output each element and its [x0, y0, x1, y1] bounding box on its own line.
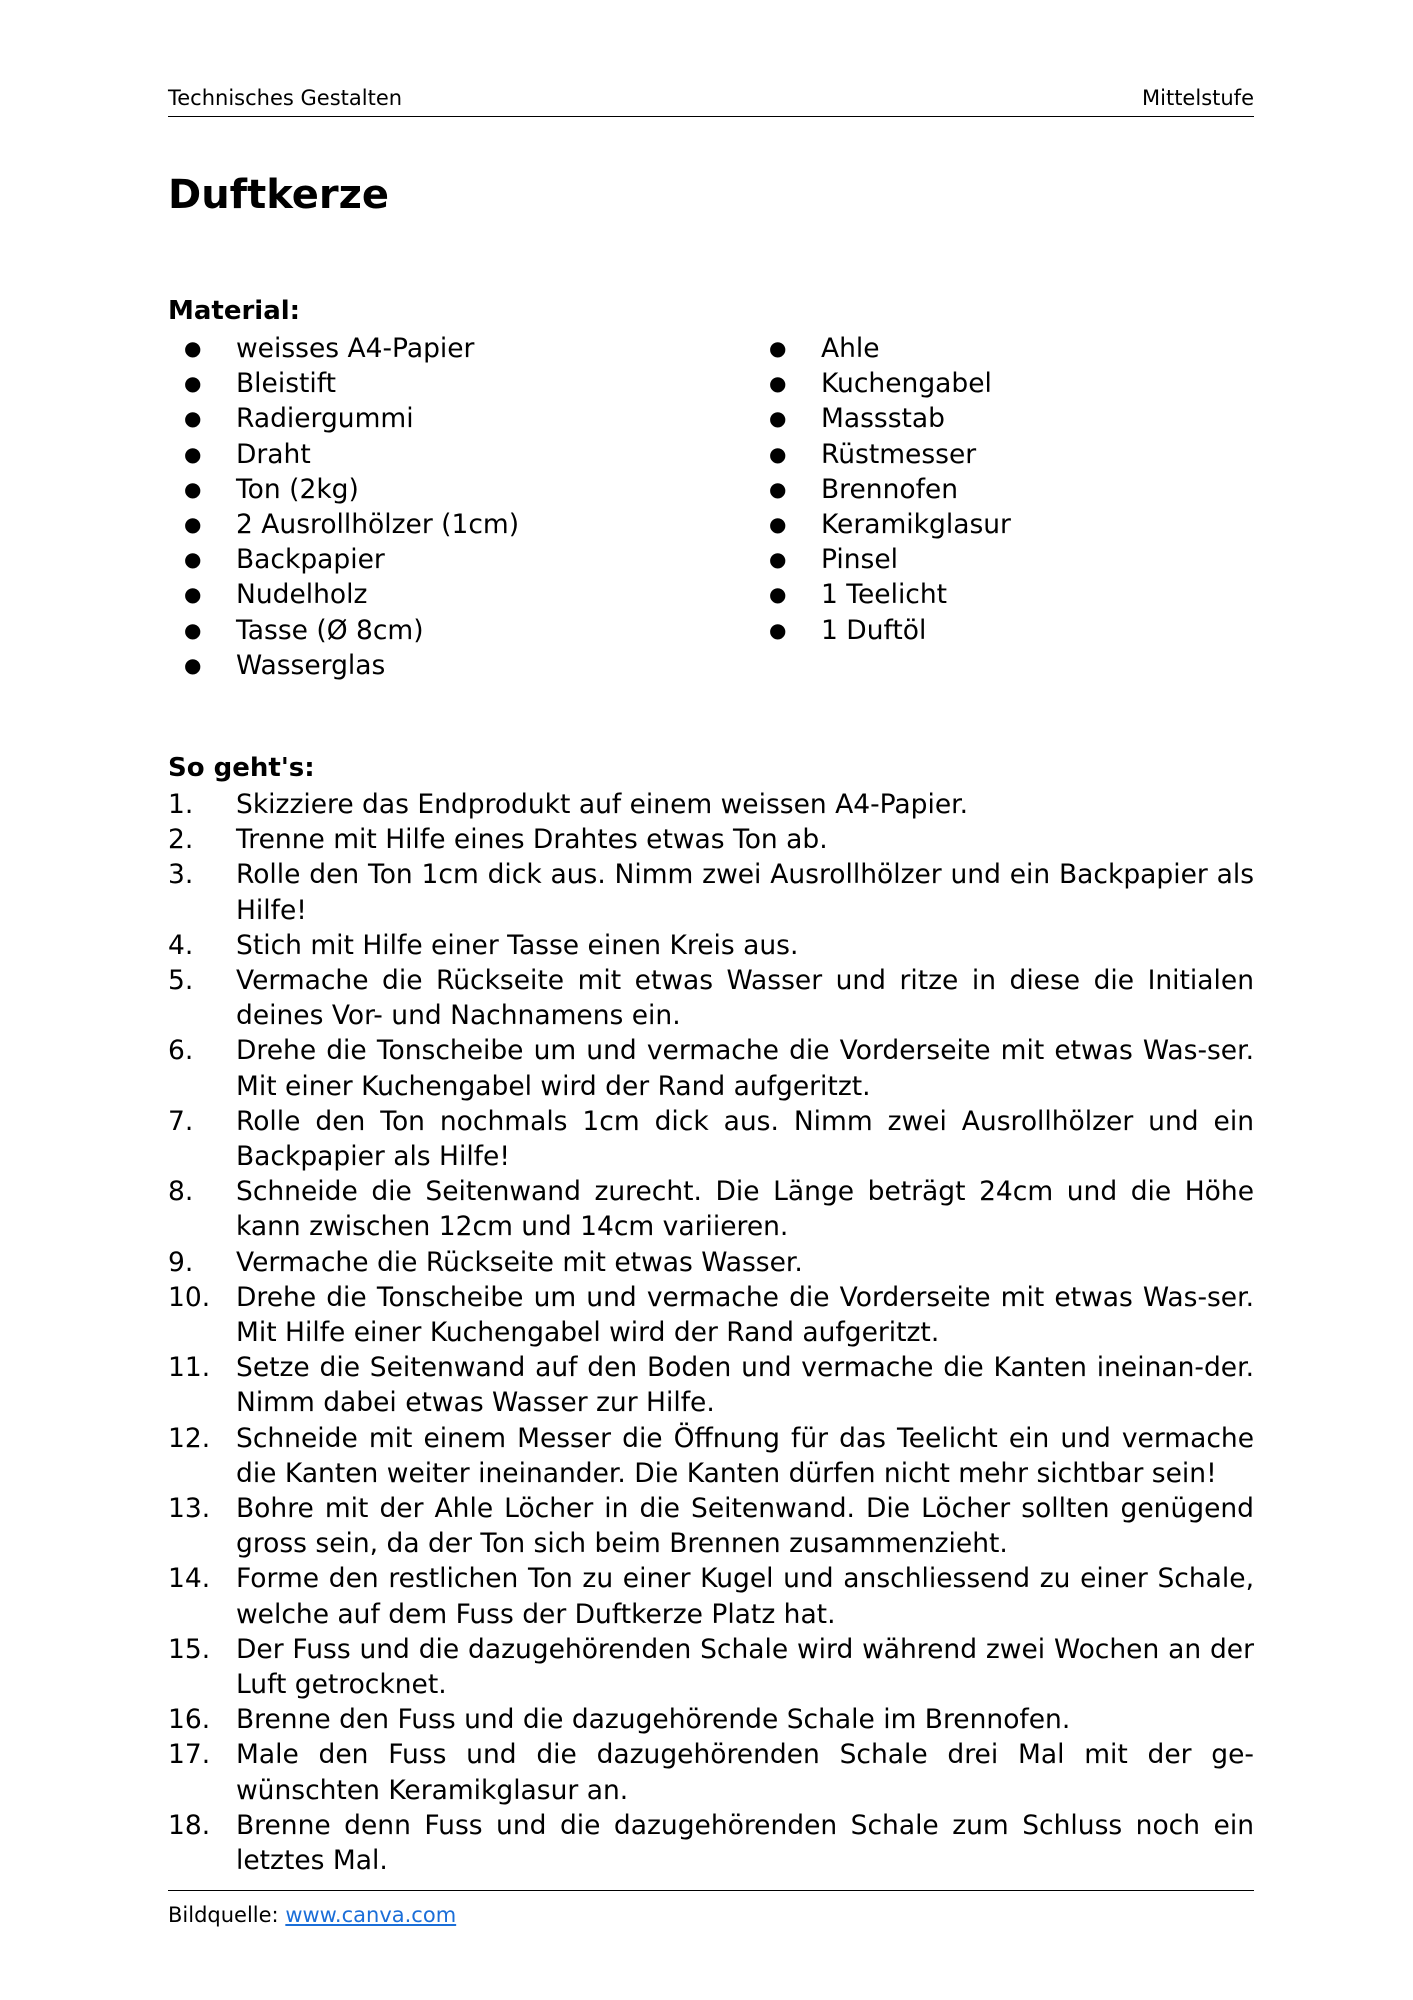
- bullet-icon: ●: [769, 511, 787, 536]
- step-item: [168, 1702, 1254, 1737]
- material-item: [168, 648, 519, 683]
- material-item-label: 1 Duftöl: [821, 614, 927, 646]
- material-item: [753, 577, 1011, 612]
- step-text: Brenne denn Fuss und die dazugehörenden Schale zum Schluss noch ein letztes Mal.: [236, 1809, 1254, 1877]
- step-text: Drehe die Tonscheibe um und vermache die Vorderseite mit etwas Was-ser. Mit einer Kuchengabel wird der Rand aufgeritzt.: [236, 1035, 1254, 1102]
- step-number: 18.: [168, 1809, 211, 1841]
- step-text: Vermache die Rückseite mit etwas Wasser.: [236, 1246, 803, 1278]
- material-list-right: [753, 331, 1011, 648]
- footer-source-label: Bildquelle:: [168, 1903, 279, 1927]
- step-item: [168, 1561, 1254, 1631]
- step-number: 14.: [168, 1563, 211, 1595]
- step-text: Trenne mit Hilfe eines Drahtes etwas Ton ab.: [236, 824, 828, 856]
- step-text: Vermache die Rückseite mit etwas Wasser und ritze in diese die Initialen deines Vor- und Nachnamens ein.: [236, 965, 1254, 1032]
- header-level: Mittelstufe: [1142, 86, 1254, 110]
- bullet-icon: ●: [769, 617, 787, 642]
- step-number: 1.: [168, 789, 194, 820]
- step-number: 2.: [168, 824, 194, 856]
- material-item-label: Nudelholz: [236, 579, 368, 611]
- bullet-icon: ●: [769, 406, 787, 431]
- step-number: 4.: [168, 929, 194, 961]
- material-item-label: Ahle: [821, 333, 880, 364]
- bullet-icon: ●: [184, 406, 202, 431]
- bullet-icon: ●: [184, 617, 202, 642]
- step-item: [168, 1421, 1254, 1491]
- bullet-icon: ●: [769, 547, 787, 572]
- bullet-icon: ●: [184, 476, 202, 501]
- material-item-label: Wasserglas: [236, 649, 386, 681]
- bullet-icon: ●: [184, 582, 202, 607]
- material-item: [168, 437, 519, 472]
- material-item: [753, 401, 1011, 436]
- step-item: [168, 1280, 1254, 1350]
- material-item-label: Ton (2kg): [236, 473, 359, 505]
- step-number: 15.: [168, 1633, 211, 1665]
- material-item: [168, 331, 519, 366]
- step-number: 6.: [168, 1035, 194, 1067]
- step-text: Der Fuss und die dazugehörenden Schale wird während zwei Wochen an der Luft getrocknet.: [236, 1633, 1254, 1701]
- page-footer: [168, 1890, 1254, 1927]
- step-text: Brenne den Fuss und die dazugehörende Schale im Brennofen.: [236, 1704, 1071, 1736]
- step-text: Drehe die Tonscheibe um und vermache die Vorderseite mit etwas Was-ser. Mit Hilfe einer Kuchengabel wird der Rand aufgeritzt.: [236, 1281, 1254, 1349]
- step-text: Setze die Seitenwand auf den Boden und vermache die Kanten ineinan-der. Nimm dabei etwas Wasser zur Hilfe.: [236, 1352, 1254, 1419]
- material-item-label: Draht: [236, 438, 311, 470]
- material-item: [753, 366, 1011, 401]
- step-number: 17.: [168, 1739, 211, 1771]
- step-text: Rolle den Ton nochmals 1cm dick aus. Nimm zwei Ausrollhölzer und ein Backpapier als Hilfe!: [236, 1105, 1254, 1173]
- material-item-label: weisses A4-Papier: [236, 333, 475, 364]
- material-item: [168, 472, 519, 507]
- step-number: 9.: [168, 1246, 194, 1278]
- step-text: Stich mit Hilfe einer Tasse einen Kreis aus.: [236, 929, 799, 961]
- step-number: 3.: [168, 859, 194, 891]
- material-item-label: Keramikglasur: [821, 508, 1011, 540]
- material-item: [168, 542, 519, 577]
- material-item: [753, 542, 1011, 577]
- step-item: [168, 822, 1254, 857]
- step-item: [168, 1632, 1254, 1702]
- step-text: Schneide mit einem Messer die Öffnung für das Teelicht ein und vermache die Kanten weiter ineinander. Die Kanten dürfen nicht mehr sichtbar sein!: [236, 1422, 1254, 1489]
- material-item-label: Massstab: [821, 403, 945, 435]
- material-item: [168, 613, 519, 648]
- material-item-label: Bleistift: [236, 368, 337, 400]
- step-number: 5.: [168, 965, 194, 997]
- material-item-label: Brennofen: [821, 473, 959, 505]
- material-item-label: Rüstmesser: [821, 438, 977, 470]
- material-item-label: Radiergummi: [236, 403, 414, 435]
- step-item: [168, 963, 1254, 1033]
- material-heading: Material:: [168, 296, 301, 326]
- bullet-icon: ●: [769, 441, 787, 466]
- bullet-icon: ●: [184, 511, 202, 536]
- material-list-left: [168, 331, 519, 683]
- bullet-icon: ●: [184, 547, 202, 572]
- step-item: [168, 787, 1254, 822]
- material-item-label: 2 Ausrollhölzer (1cm): [236, 508, 520, 540]
- footer-source-link[interactable]: www.canva.com: [285, 1903, 457, 1927]
- step-item: [168, 1350, 1254, 1420]
- step-text: Rolle den Ton 1cm dick aus. Nimm zwei Ausrollhölzer und ein Backpapier als Hilfe!: [236, 859, 1254, 926]
- step-text: Forme den restlichen Ton zu einer Kugel und anschliessend zu einer Schale, welche auf dem Fuss der Duftkerze Platz hat.: [236, 1563, 1254, 1630]
- material-item-label: Tasse (Ø 8cm): [236, 614, 424, 646]
- step-item: [168, 1033, 1254, 1103]
- steps-list: [168, 787, 1254, 1878]
- step-number: 11.: [168, 1352, 211, 1384]
- step-item: [168, 1808, 1254, 1878]
- material-item: [168, 401, 519, 436]
- step-item: [168, 928, 1254, 963]
- step-item: [168, 1174, 1254, 1244]
- header-subject: Technisches Gestalten: [168, 86, 403, 110]
- material-item-label: 1 Teelicht: [821, 579, 948, 611]
- material-item: [168, 366, 519, 401]
- step-text: Bohre mit der Ahle Löcher in die Seitenwand. Die Löcher sollten genügend gross sein, da der Ton sich beim Brennen zusammenzieht.: [236, 1493, 1254, 1560]
- bullet-icon: ●: [184, 441, 202, 466]
- material-item: [753, 507, 1011, 542]
- bullet-icon: ●: [769, 582, 787, 607]
- material-item: [753, 472, 1011, 507]
- material-item: [168, 507, 519, 542]
- bullet-icon: ●: [769, 336, 787, 360]
- material-item: [168, 577, 519, 612]
- bullet-icon: ●: [769, 371, 787, 396]
- step-item: [168, 1737, 1254, 1807]
- material-item: [753, 331, 1011, 366]
- page-title: Duftkerze: [168, 172, 389, 218]
- steps-heading: So geht's:: [168, 753, 315, 783]
- bullet-icon: ●: [184, 371, 202, 396]
- step-item: [168, 1245, 1254, 1280]
- step-number: 12.: [168, 1422, 211, 1454]
- step-number: 13.: [168, 1493, 211, 1525]
- step-text: Schneide die Seitenwand zurecht. Die Länge beträgt 24cm und die Höhe kann zwischen 12cm und 14cm variieren.: [236, 1176, 1254, 1243]
- step-number: 16.: [168, 1704, 211, 1736]
- step-number: 7.: [168, 1105, 194, 1137]
- step-number: 10.: [168, 1281, 211, 1313]
- material-item-label: Backpapier: [236, 544, 385, 576]
- step-text: Skizziere das Endprodukt auf einem weissen A4-Papier.: [236, 789, 969, 820]
- step-item: [168, 1104, 1254, 1174]
- material-item: [753, 437, 1011, 472]
- document-page: [168, 0, 1254, 2000]
- material-item-label: Pinsel: [821, 544, 899, 576]
- step-number: 8.: [168, 1176, 194, 1208]
- page-header: [168, 84, 1254, 117]
- bullet-icon: ●: [184, 336, 202, 360]
- material-item-label: Kuchengabel: [821, 368, 992, 400]
- step-item: [168, 857, 1254, 927]
- step-item: [168, 1491, 1254, 1561]
- bullet-icon: ●: [184, 652, 202, 677]
- bullet-icon: ●: [769, 476, 787, 501]
- material-item: [753, 613, 1011, 648]
- step-text: Male den Fuss und die dazugehörenden Schale drei Mal mit der ge-wünschten Keramikglasur an.: [236, 1739, 1254, 1806]
